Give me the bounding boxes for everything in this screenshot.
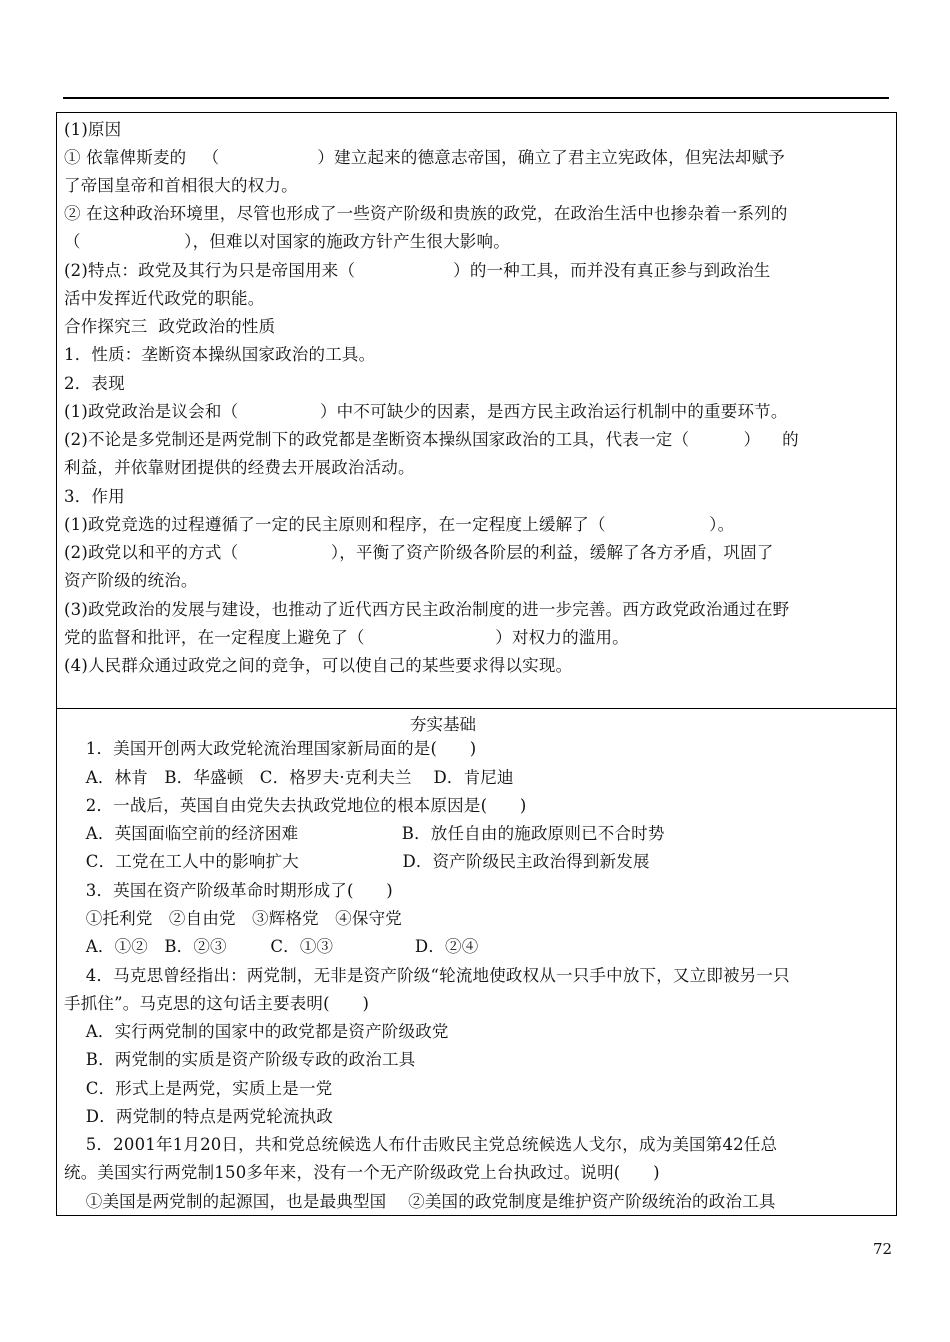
text-line: 党的监督和批评，在一定程度上避免了（ ）对权力的滥用。: [64, 628, 629, 647]
page-number: 72: [873, 1240, 893, 1258]
option-line: C．工党在工人中的影响扩大 D．资产阶级民主政治得到新发展: [64, 852, 650, 871]
question-line: 5．2001年1月20日，共和党总统候选人布什击败民主党总统候选人戈尔，成为美国第42任总: [64, 1135, 778, 1154]
text-line: 1．性质：垄断资本操纵国家政治的工具。: [64, 345, 376, 364]
question-line: 2．一战后，英国自由党失去执政党地位的根本原因是( ): [64, 796, 527, 815]
question-line: 统。美国实行两党制150多年来，没有一个无产阶级政党上台执政过。说明( ): [64, 1163, 660, 1182]
option-line: A．英国面临空前的经济困难 B．放任自由的施政原则已不合时势: [64, 824, 665, 843]
option-line: A．林肯 B．华盛顿 C．格罗夫·克利夫兰 D．肯尼迪: [64, 768, 514, 787]
text-line: 活中发挥近代政党的职能。: [64, 289, 265, 308]
text-line: 资产阶级的统治。: [64, 571, 198, 590]
text-line: 利益，并依靠财团提供的经费去开展政治活动。: [64, 458, 415, 477]
text-line: (4)人民群众通过政党之间的竞争，可以使自己的某些要求得以实现。: [64, 656, 573, 675]
text-line: (1)政党竞选的过程遵循了一定的民主原则和程序，在一定程度上缓解了（ ）。: [64, 515, 735, 534]
option-line: A．实行两党制的国家中的政党都是资产阶级政党: [64, 1022, 449, 1041]
header-rule: [63, 97, 889, 99]
text-line: 2．表现: [64, 374, 125, 393]
frame-bottom-rule: [56, 1215, 897, 1216]
section-divider: [56, 708, 897, 709]
question-line: 手抓住”。马克思的这句话主要表明( ): [64, 994, 370, 1013]
section-title: 夯实基础: [410, 715, 476, 734]
text-line: ① 依靠俾斯麦的 （ ）建立起来的德意志帝国，确立了君主立宪政体，但宪法却赋予: [64, 148, 785, 167]
text-line: 了帝国皇帝和首相很大的权力。: [64, 176, 298, 195]
text-line: (1)原因: [64, 120, 122, 139]
option-line: ①美国是两党制的起源国，也是最典型国 ②美国的政党制度是维护资产阶级统治的政治工具: [64, 1192, 776, 1211]
text-line: (3)政党政治的发展与建设，也推动了近代西方民主政治制度的进一步完善。西方政党政治通过在野: [64, 600, 790, 619]
text-line: (2)政党以和平的方式（ ），平衡了资产阶级各阶层的利益，缓解了各方矛盾，巩固了: [64, 543, 774, 562]
question-line: 4．马克思曾经指出：两党制，无非是资产阶级“轮流地使政权从一只手中放下，又立即被另一只: [64, 966, 790, 985]
option-line: A．①② B．②③ C．①③ D．②④: [64, 937, 479, 956]
question-line: 3．英国在资产阶级革命时期形成了( ): [64, 881, 393, 900]
text-line: (1)政党政治是议会和（ ）中不可缺少的因素，是西方民主政治运行机制中的重要环节。: [64, 402, 788, 421]
text-line: (2)特点：政党及其行为只是帝国用来（ ）的一种工具，而并没有真正参与到政治生: [64, 261, 771, 280]
option-line: B．两党制的实质是资产阶级专政的政治工具: [64, 1050, 416, 1069]
text-line: ② 在这种政治环境里，尽管也形成了一些资产阶级和贵族的政党，在政治生活中也掺杂着一系列的: [64, 204, 788, 223]
question-line: 1．美国开创两大政党轮流治理国家新局面的是( ): [64, 739, 477, 758]
option-line: D．两党制的特点是两党轮流执政: [64, 1107, 334, 1126]
text-line: (2)不论是多党制还是两党制下的政党都是垄断资本操纵国家政治的工具，代表一定（ ） 的: [64, 430, 799, 449]
section-heading: 合作探究三 政党政治的性质: [64, 317, 276, 336]
text-line: （ ），但难以对国家的施政方针产生很大影响。: [64, 232, 510, 251]
option-line: C．形式上是两党，实质上是一党: [64, 1079, 333, 1098]
option-line: ①托利党 ②自由党 ③辉格党 ④保守党: [64, 909, 402, 928]
text-line: 3．作用: [64, 487, 125, 506]
